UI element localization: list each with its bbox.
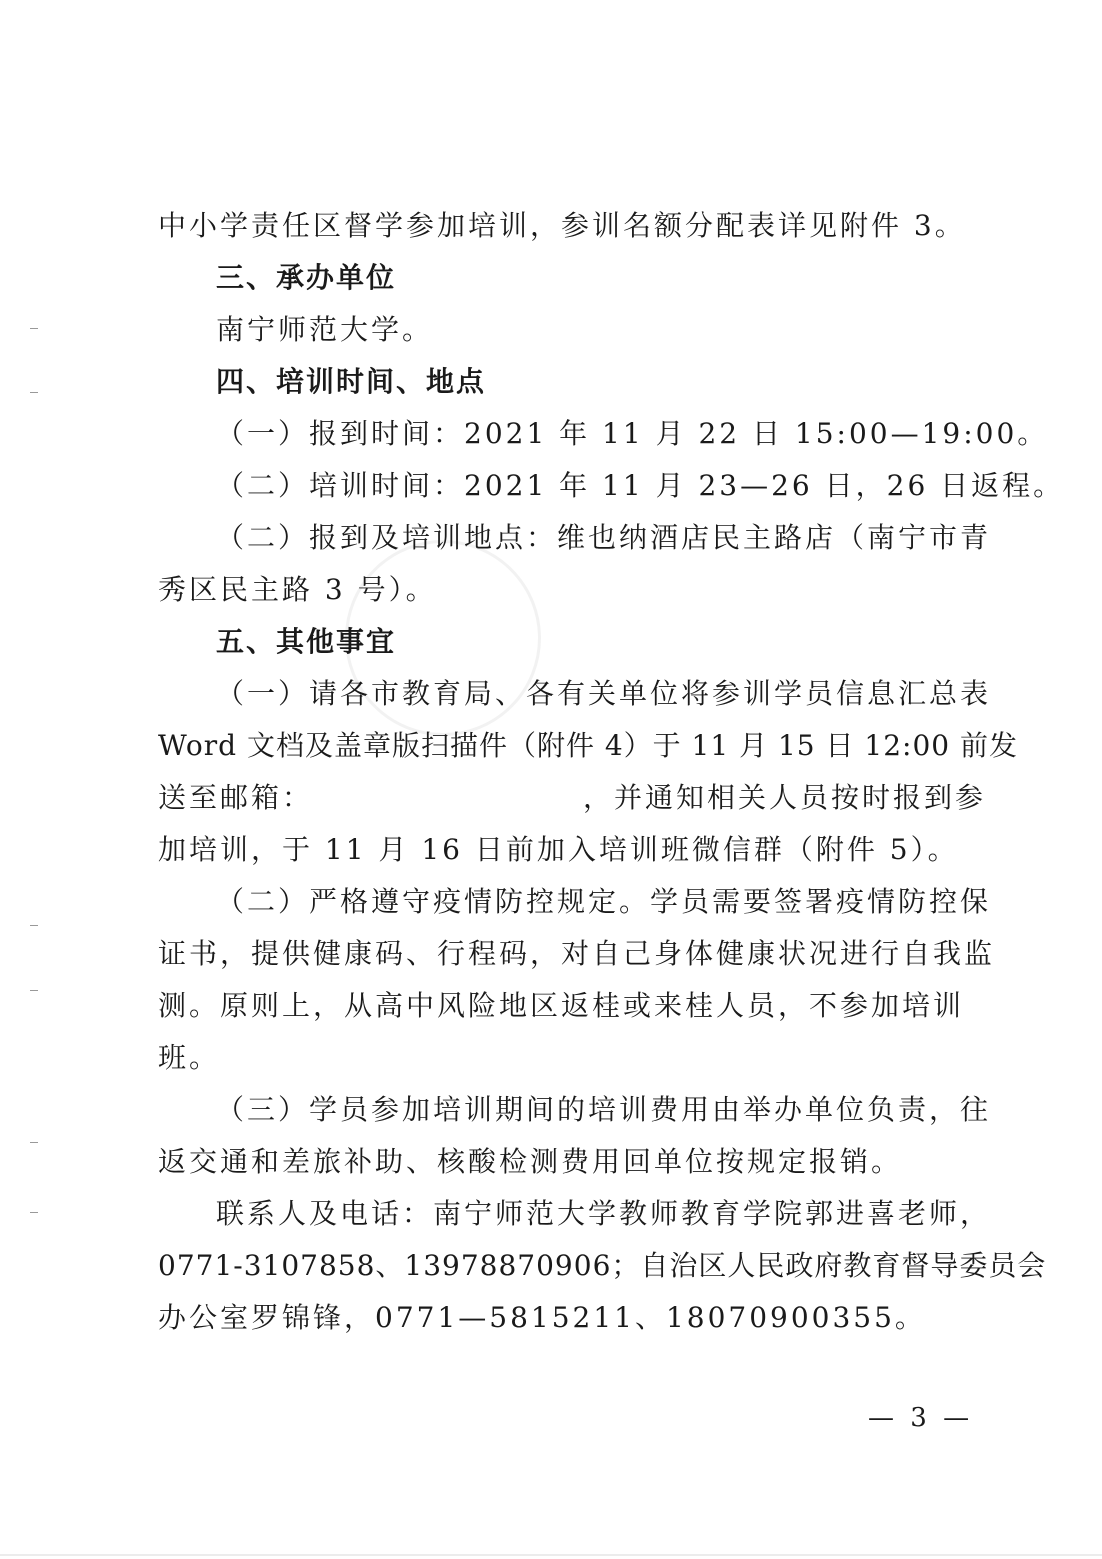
body-line: 返交通和差旅补助、核酸检测费用回单位按规定报销。 bbox=[158, 1145, 903, 1178]
body-line: （一）报到时间：2021 年 11 月 22 日 15:00—19:00。 bbox=[216, 417, 1049, 450]
body-line: 办公室罗锦锋，0771—5815211、18070900355。 bbox=[158, 1301, 926, 1334]
body-line: Word 文档及盖章版扫描件（附件 4）于 11 月 15 日 12:00 前发 bbox=[158, 729, 1019, 762]
margin-mark bbox=[30, 1212, 38, 1213]
body-line: 联系人及电话：南宁师范大学教师教育学院郭进喜老师， bbox=[216, 1197, 992, 1230]
section-heading: 三、承办单位 bbox=[216, 261, 397, 294]
body-line: 中小学责任区督学参加培训，参训名额分配表详见附件 3。 bbox=[158, 209, 966, 242]
redacted-email bbox=[313, 786, 583, 814]
page-number: — 3 — bbox=[868, 1403, 974, 1433]
body-line: （二）严格遵守疫情防控规定。学员需要签署疫情防控保 bbox=[216, 885, 992, 918]
margin-mark bbox=[30, 990, 38, 991]
body-line: （一）请各市教育局、各有关单位将参训学员信息汇总表 bbox=[216, 677, 992, 710]
body-line: 班。 bbox=[158, 1041, 221, 1074]
body-line: 0771-3107858、13978870906；自治区人民政府教育督导委员会 bbox=[158, 1249, 1047, 1282]
body-line: （二）培训时间：2021 年 11 月 23—26 日，26 日返程。 bbox=[216, 469, 1065, 502]
margin-mark bbox=[30, 925, 38, 926]
margin-mark bbox=[30, 328, 38, 329]
body-line: 测。原则上，从高中风险地区返桂或来桂人员，不参加培训 bbox=[158, 989, 965, 1022]
margin-mark bbox=[30, 392, 38, 393]
email-label: 送至邮箱： bbox=[158, 781, 314, 814]
body-line: 加培训，于 11 月 16 日前加入培训班微信群（附件 5）。 bbox=[158, 833, 959, 866]
body-line: 南宁师范大学。 bbox=[216, 313, 434, 346]
scan-edge bbox=[0, 1554, 1102, 1556]
body-line: （二）报到及培训地点：维也纳酒店民主路店（南宁市青 bbox=[216, 521, 992, 554]
email-line-rest: ，并通知相关人员按时报到参 bbox=[583, 781, 987, 814]
body-line: （三）学员参加培训期间的培训费用由举办单位负责，往 bbox=[216, 1093, 992, 1126]
section-heading: 五、其他事宜 bbox=[216, 625, 397, 658]
body-line: 秀区民主路 3 号）。 bbox=[158, 573, 437, 606]
margin-mark bbox=[30, 1142, 38, 1143]
body-line: 证书，提供健康码、行程码，对自己身体健康状况进行自我监 bbox=[158, 937, 996, 970]
section-heading: 四、培训时间、地点 bbox=[216, 365, 487, 398]
body-line-email bbox=[158, 778, 987, 818]
